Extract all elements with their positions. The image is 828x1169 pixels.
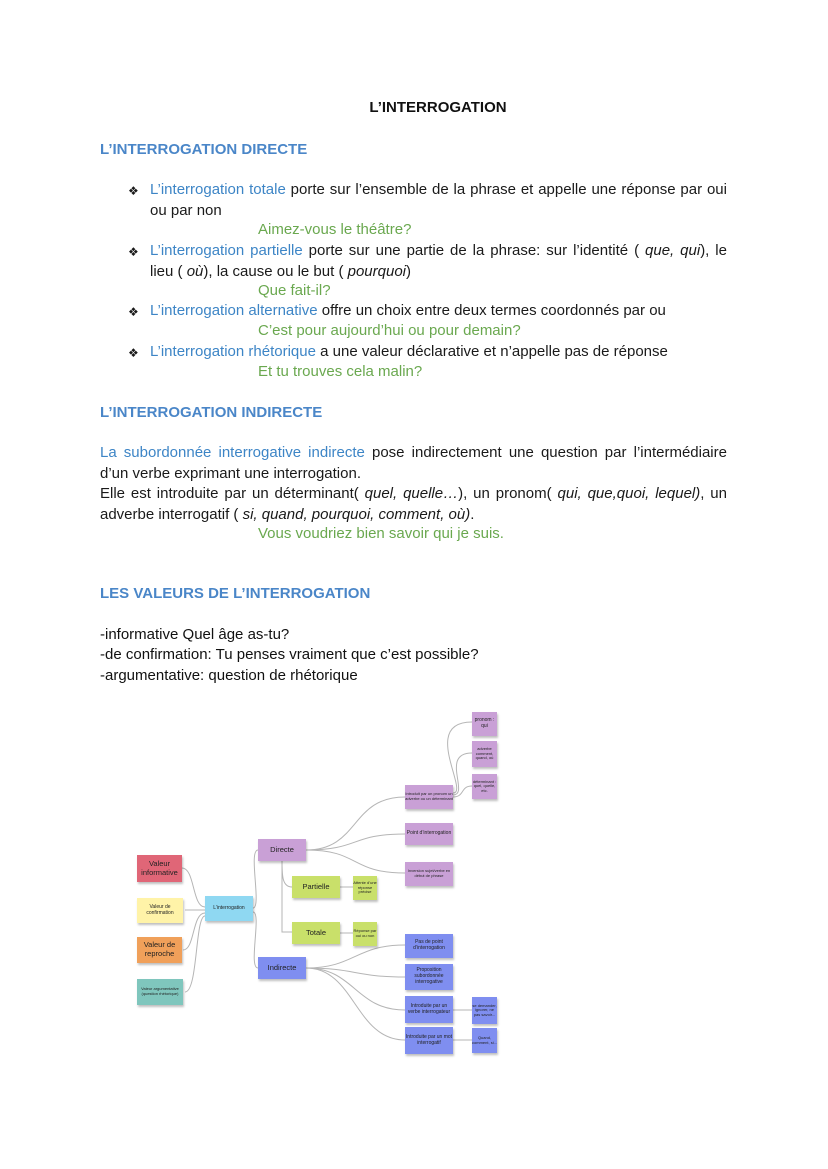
note-totale-detail: Réponse par oui ou non [353, 922, 377, 946]
note-pronom: pronom : qui [472, 712, 497, 736]
definition: ), le lieu ( [150, 242, 727, 280]
note-determinant: déterminant : quel, quelle, etc. [472, 774, 497, 799]
value-line: -de confirmation: Tu penses vraiment que c’est possible? [100, 646, 479, 663]
text: . [470, 505, 475, 523]
list-item [150, 342, 727, 363]
example: Et tu trouves cela malin? [258, 363, 423, 380]
definition: ), la cause ou le but ( [203, 262, 348, 280]
term: L’interrogation alternative [150, 302, 318, 319]
list-item [150, 180, 727, 221]
page-title: L’INTERROGATION [369, 99, 507, 116]
note-adverbe: adverbe comment, quand, où [472, 741, 497, 767]
connector [282, 860, 292, 932]
example: C’est pour aujourd’hui ou pour demain? [258, 322, 521, 339]
definition: offre un choix entre deux termes coordonnés par ou [317, 302, 666, 319]
text: quel, quelle… [364, 485, 459, 502]
connector [448, 722, 472, 793]
text: ), un pronom( [458, 485, 558, 502]
value-line: -informative Quel âge as-tu? [100, 626, 290, 643]
note-pas-de-point: Pas de point d’interrogation [405, 934, 453, 958]
connector [306, 945, 405, 968]
connector [306, 968, 405, 1040]
note-totale: Totale [292, 922, 340, 944]
example: Aimez-vous le théâtre? [258, 221, 412, 238]
note-verbes-exemples: se demander, ignorer, ne pas savoir... [472, 997, 497, 1024]
bullet-icon: ❖ [128, 346, 139, 360]
note-partielle-detail: Attente d’une réponse précise [353, 876, 377, 900]
list-item [150, 241, 727, 282]
connector [306, 797, 405, 850]
note-valeur-informative: Valeur informative [137, 855, 182, 882]
term: La subordonnée interrogative indirecte [100, 444, 365, 461]
connector [282, 860, 292, 887]
note-center: L’interrogation [205, 896, 253, 921]
connector [306, 968, 405, 977]
example: Vous voudriez bien savoir qui je suis. [258, 525, 504, 542]
note-indirecte: Indirecte [258, 957, 306, 979]
text: Elle est introduite par un déterminant( [100, 485, 365, 502]
note-partielle: Partielle [292, 876, 340, 898]
paragraph [100, 443, 727, 484]
definition: que, qui [645, 242, 701, 259]
text: qui, que,quoi, lequel) [557, 485, 701, 502]
bullet-icon: ❖ [128, 305, 139, 319]
definition: pose indirectement une question par l’intermédiaire d’un verbe exprimant une interrogation. [100, 444, 727, 482]
note-valeur-argumentative: Valeur argumentative (question rhétorique) [137, 979, 183, 1005]
section-heading-directe: L’INTERROGATION DIRECTE [100, 141, 308, 158]
definition: porte sur une partie de la phrase: sur l’identité ( [302, 242, 646, 259]
note-proposition: Proposition subordonnée interrogative [405, 964, 453, 990]
definition: ) [406, 262, 412, 280]
note-introduit-par: Introduit par un pronom un adverbe ou un déterminant [405, 785, 453, 809]
note-inversion: Inversion sujet/verbe en début de phrase [405, 862, 453, 886]
definition: où [186, 262, 204, 280]
definition: pourquoi [347, 262, 407, 280]
definition: a une valeur déclarative et n’appelle pas de réponse [315, 343, 668, 360]
connector [306, 850, 405, 873]
definition: porte sur l’ensemble de la phrase et appelle une réponse par oui ou par non [150, 181, 727, 219]
list-item [150, 301, 727, 322]
connector [306, 968, 405, 1010]
term: L’interrogation partielle [150, 242, 303, 259]
connector [453, 786, 472, 797]
note-point-interrogation: Point d’interrogation [405, 823, 453, 845]
note-mot-interrogatif: Introduite par un mot interrogatif [405, 1027, 453, 1054]
text: , un adverbe interrogatif ( [100, 485, 727, 523]
connector [453, 753, 472, 795]
bullet-icon: ❖ [128, 245, 139, 259]
term: L’interrogation totale [150, 181, 286, 198]
connector [185, 916, 205, 992]
connector [182, 868, 205, 907]
paragraph [100, 484, 727, 525]
note-verbe-interrogateur: Introduite par un verbe interrogateur [405, 996, 453, 1023]
connector [183, 913, 205, 950]
section-heading-indirecte: L’INTERROGATION INDIRECTE [100, 404, 323, 421]
bullet-icon: ❖ [128, 184, 139, 198]
text: si, quand, pourquoi, comment, où) [242, 505, 471, 523]
note-directe: Directe [258, 839, 306, 861]
section-heading-valeurs: LES VALEURS DE L’INTERROGATION [100, 585, 371, 602]
value-line: -argumentative: question de rhétorique [100, 667, 358, 684]
example: Que fait-il? [258, 282, 331, 299]
term: L’interrogation rhétorique [150, 343, 316, 360]
connector [306, 834, 405, 850]
note-valeur-confirmation: Valeur de confirmation [137, 898, 183, 923]
note-mots-exemples: Quand, comment, si... [472, 1028, 497, 1053]
note-valeur-reproche: Valeur de reproche [137, 937, 182, 963]
